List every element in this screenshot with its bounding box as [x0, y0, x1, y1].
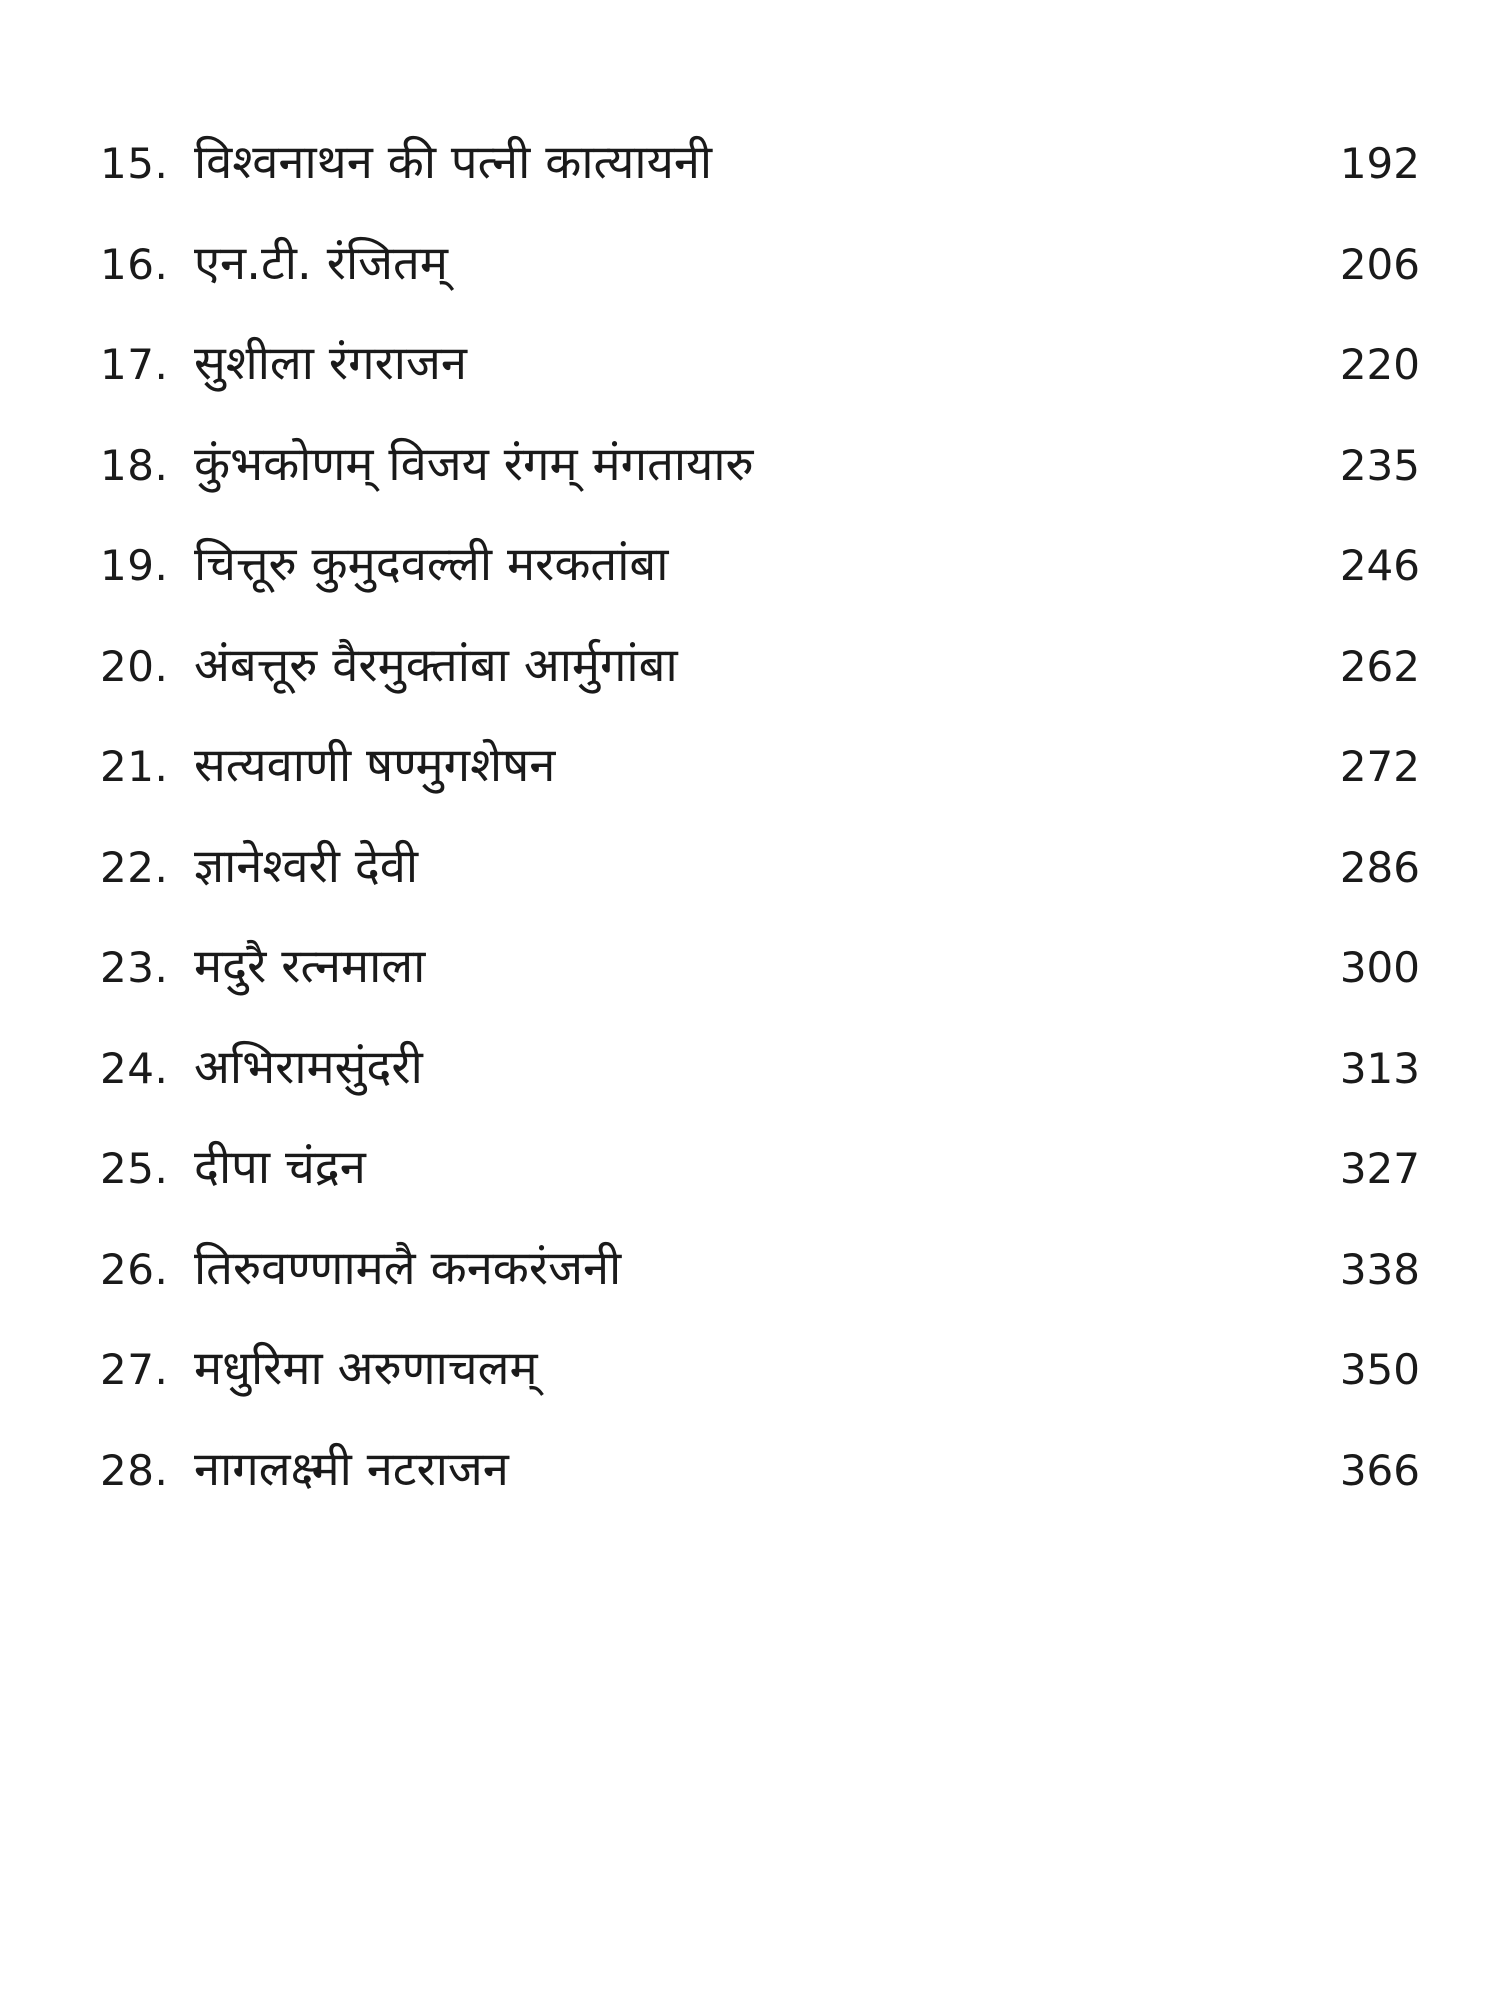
entry-number: 18. — [100, 440, 169, 490]
entry-page-number: 192 — [1339, 139, 1420, 188]
entry-title: एन.टी. रंजितम् — [194, 235, 448, 291]
entry-number: 21. — [100, 742, 169, 791]
entry-page-number: 313 — [1339, 1043, 1420, 1093]
entry-title: चित्तूरु कुमुदवल्ली मरकतांबा — [194, 537, 669, 592]
entry-page-number: 338 — [1339, 1244, 1420, 1294]
toc-entry[interactable] — [100, 430, 1420, 531]
entry-number: 24. — [100, 1043, 169, 1093]
toc-entry[interactable] — [100, 932, 1420, 1033]
entry-page-number: 300 — [1339, 943, 1420, 992]
entry-page-number: 286 — [1339, 842, 1420, 892]
entry-title: सत्यवाणी षण्मुगशेषन — [194, 738, 556, 793]
entry-page-number: 235 — [1339, 440, 1420, 490]
table-of-contents — [100, 128, 1420, 1535]
toc-entry[interactable] — [100, 229, 1420, 330]
entry-number: 19. — [100, 541, 169, 590]
toc-entry[interactable] — [100, 530, 1420, 631]
toc-entry[interactable] — [100, 1435, 1420, 1536]
entry-number: 17. — [100, 340, 169, 389]
toc-entry[interactable] — [100, 832, 1420, 933]
entry-title: विश्वनाथन की पत्नी कात्यायनी — [194, 135, 713, 190]
toc-entry[interactable] — [100, 631, 1420, 732]
entry-title: नागलक्ष्मी नटराजन — [194, 1441, 509, 1497]
entry-page-number: 272 — [1339, 742, 1420, 791]
toc-entry[interactable] — [100, 1334, 1420, 1435]
entry-title: ज्ञानेश्वरी देवी — [194, 838, 419, 894]
entry-title: अभिरामसुंदरी — [194, 1039, 423, 1095]
entry-page-number: 262 — [1339, 641, 1420, 691]
entry-title: मधुरिमा अरुणाचलम् — [194, 1341, 538, 1396]
toc-entry[interactable] — [100, 731, 1420, 832]
toc-entry[interactable] — [100, 329, 1420, 430]
entry-page-number: 206 — [1339, 239, 1420, 289]
entry-number: 28. — [100, 1445, 169, 1495]
entry-title: सुशीला रंगराजन — [194, 336, 467, 391]
entry-number: 22. — [100, 842, 169, 892]
toc-entry[interactable] — [100, 1133, 1420, 1234]
entry-number: 25. — [100, 1144, 169, 1193]
entry-number: 20. — [100, 641, 169, 691]
entry-number: 23. — [100, 943, 169, 992]
entry-number: 26. — [100, 1244, 169, 1294]
entry-title: दीपा चंद्रन — [194, 1140, 366, 1195]
entry-page-number: 327 — [1339, 1144, 1420, 1193]
entry-page-number: 246 — [1339, 541, 1420, 590]
entry-number: 27. — [100, 1345, 169, 1394]
toc-entry[interactable] — [100, 1234, 1420, 1335]
toc-entry[interactable] — [100, 128, 1420, 229]
entry-number: 16. — [100, 239, 169, 289]
entry-number: 15. — [100, 139, 169, 188]
entry-title: मदुरै रत्नमाला — [194, 939, 426, 994]
entry-title: अंबत्तूरु वैरमुक्तांबा आर्मुगांबा — [194, 637, 678, 693]
toc-entry[interactable] — [100, 1033, 1420, 1134]
entry-title: कुंभकोणम् विजय रंगम् मंगतायारु — [194, 436, 754, 492]
entry-title: तिरुवण्णामलै कनकरंजनी — [194, 1240, 622, 1296]
entry-page-number: 220 — [1339, 340, 1420, 389]
entry-page-number: 350 — [1339, 1345, 1420, 1394]
entry-page-number: 366 — [1339, 1445, 1420, 1495]
